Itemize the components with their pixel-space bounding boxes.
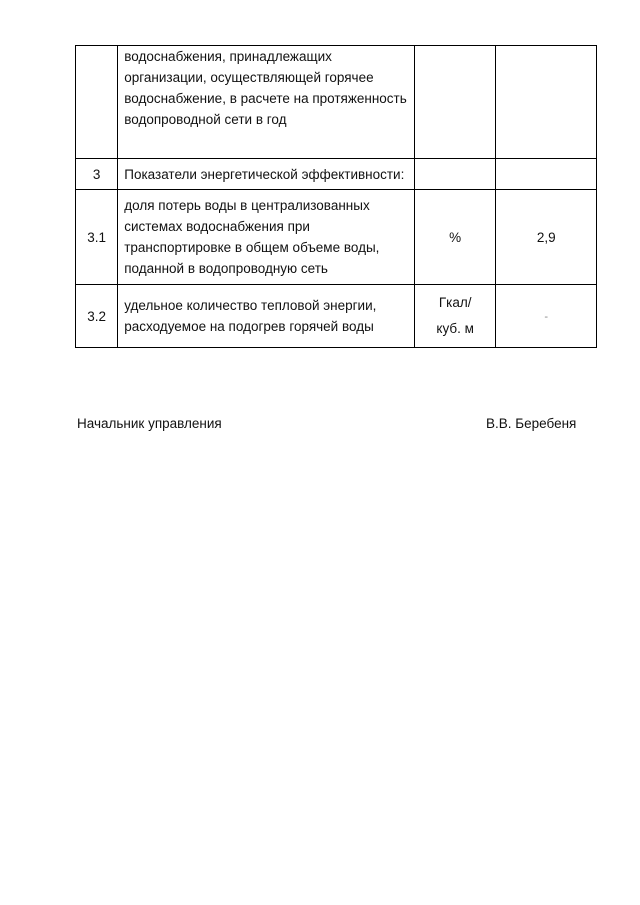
section-heading-cell: Показатели энергетической эффективности: bbox=[118, 159, 415, 190]
value-cell bbox=[496, 159, 597, 190]
table-row bbox=[76, 285, 597, 348]
value-cell bbox=[496, 285, 597, 348]
empty-value-dash: - bbox=[544, 310, 549, 323]
unit-line-2: куб. м bbox=[436, 321, 474, 336]
unit-line-1: Гкал/ bbox=[438, 295, 472, 310]
indicator-name-cell: удельное количество тепловой энергии, расходуемое на подогрев горячей воды bbox=[118, 285, 415, 348]
indicator-name-cell: водоснабжения, принадлежащих организации, осуществляющей горячее водоснабжение, в расчете на протяженность водопроводной сети в год bbox=[118, 46, 415, 159]
signatory-position: Начальник управления bbox=[77, 416, 222, 431]
table-row bbox=[76, 46, 597, 159]
row-number-cell: 3.2 bbox=[76, 285, 118, 348]
table-row bbox=[76, 159, 597, 190]
table-row bbox=[76, 190, 597, 285]
signatory-name: В.В. Беребеня bbox=[486, 416, 577, 431]
unit-cell: % bbox=[414, 190, 495, 285]
value-cell: 2,9 bbox=[496, 190, 597, 285]
unit-cell bbox=[414, 46, 495, 159]
row-number-cell: 3 bbox=[76, 159, 118, 190]
row-number-cell: 3.1 bbox=[76, 190, 118, 285]
value-cell bbox=[496, 46, 597, 159]
unit-cell bbox=[414, 285, 495, 348]
indicators-table bbox=[75, 45, 597, 348]
row-number-cell bbox=[76, 46, 118, 159]
unit-cell bbox=[414, 159, 495, 190]
indicator-name-cell: доля потерь воды в централизованных системах водоснабжения при транспортировке в общем объеме воды, поданной в водопроводную сеть bbox=[118, 190, 415, 285]
